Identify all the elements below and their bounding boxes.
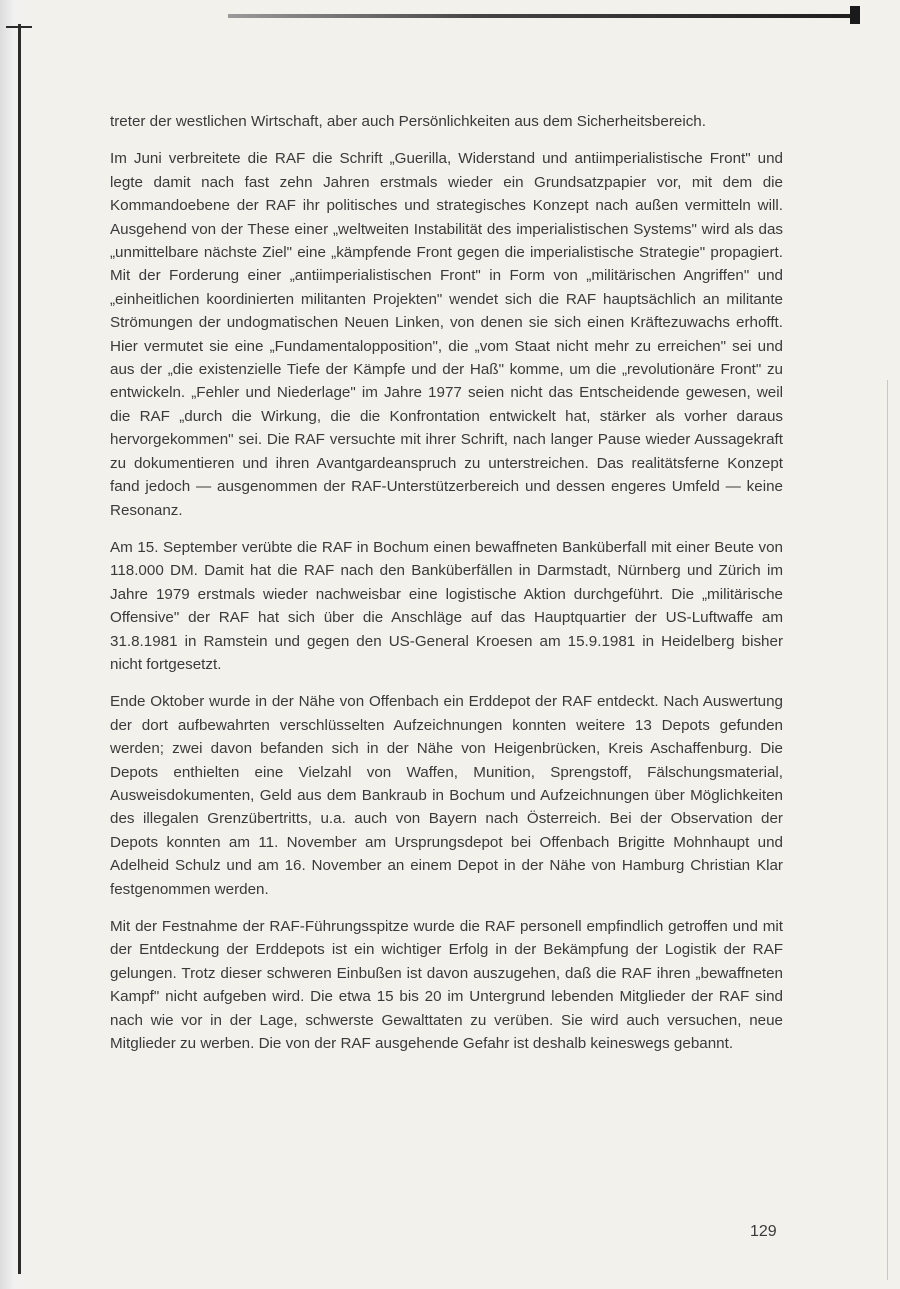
paragraph-1: treter der westlichen Wirtschaft, aber auch Persönlichkeiten aus dem Sicherheitsbereich. bbox=[110, 113, 706, 130]
page-binding-shadow bbox=[0, 0, 34, 1289]
binding-line bbox=[18, 24, 21, 1274]
paragraph-3: Am 15. September verübte die RAF in Bochum einen bewaffneten Banküberfall mit einer Beute von 118.000 DM. Damit hat die RAF nach den Banküberfällen in Darmstadt, Nürnberg und Zürich im Jahre 1979 erstmals wieder nachweisbar eine logistische Aktion durchgeführt. Die „militärische Offensive" der RAF hat sich über die Anschläge auf das Hauptquartier der US-Luftwaffe am 31.8.1981 in Ramstein und gegen den US-General Kroesen am 15.9.1981 in Heidelberg bisher nicht fortgesetzt. bbox=[110, 538, 783, 673]
paragraph-2: Im Juni verbreitete die RAF die Schrift „Guerilla, Widerstand und antiimperialistische Front" und legte damit nach fast zehn Jahren erstmals wieder ein Grundsatzpapier vor, mit dem die Kommandoebene der RAF ihr politisches und strategisches Konzept nach außen vermitteln will. Ausgehend von der These einer „weltweiten Instabilität des imperialistischen Systems" wird als das „unmittelbare nächste Ziel" eine „kämpfende Front gegen die imperialistische Strategie" propagiert. Mit der Forderung einer „antiimperialistischen Front" in Form von „militärischen Angriffen" und „einheitlichen koordinierten militanten Projekten" wendet sich die RAF hauptsächlich an militante Strömungen der undogmatischen Neuen Linken, von denen sie sich einen Kräftezuwachs erhofft. Hier vermutet sie eine „Fundamentalopposition", die „vom Staat nicht mehr zu erreichen" sei und aus der „die existenzielle Tiefe der Kämpfe und der Haß" komme, um die „revolutionäre Front" zu entwickeln. „Fehler und Niederlage" im Jahre 1977 seien nicht das Entscheidende gewesen, weil die RAF „durch die Wirkung, die die Konfrontation entwickelt hat, stärker als vorher daraus hervorgekommen" sei. Die RAF versuchte mit ihrer Schrift, nach langer Pause wieder Aussagekraft zu dokumentieren und ihren Avantgardeanspruch zu unterstreichen. Das realitätsferne Konzept fand jedoch — ausgenommen der RAF-Unterstützerbereich und dessen engeres Umfeld — keine Resonanz. bbox=[110, 150, 783, 519]
right-edge-line bbox=[887, 380, 888, 1280]
top-rule bbox=[228, 14, 860, 18]
body-text bbox=[110, 110, 783, 1069]
top-rule-end bbox=[850, 6, 860, 24]
page-number: 129 bbox=[750, 1223, 777, 1240]
paragraph-5: Mit der Festnahme der RAF-Führungsspitze wurde die RAF personell empfindlich getroffen und mit der Entdeckung der Erddepots ist ein wichtiger Erfolg in der Bekämpfung der Logistik der RAF gelungen. Trotz dieser schweren Einbußen ist davon auszugehen, daß die RAF ihren „bewaffneten Kampf" nicht aufgeben wird. Die etwa 15 bis 20 im Untergrund lebenden Mitglieder der RAF sind nach wie vor in der Lage, schwerste Gewalttaten zu verüben. Sie wird auch versuchen, neue Mitglieder zu werben. Die von der RAF ausgehende Gefahr ist deshalb keineswegs gebannt. bbox=[110, 918, 783, 1053]
paragraph-4: Ende Oktober wurde in der Nähe von Offenbach ein Erddepot der RAF entdeckt. Nach Auswertung der dort aufbewahrten verschlüsselten Aufzeichnungen konnten weitere 13 Depots gefunden werden; zwei davon befanden sich in der Nähe von Heigenbrücken, Kreis Aschaffenburg. Die Depots enthielten eine Vielzahl von Waffen, Munition, Sprengstoff, Fälschungsmaterial, Ausweisdokumenten, Geld aus dem Bankraub in Bochum und Aufzeichnungen über Möglichkeiten des illegalen Grenzübertritts, u.a. auch von Bayern nach Österreich. Bei der Observation der Depots konnten am 11. November am Ursprungsdepot bei Offenbach Brigitte Mohnhaupt und Adelheid Schulz und am 16. November an einem Depot in der Nähe von Hamburg Christian Klar festgenommen werden. bbox=[110, 693, 783, 898]
binding-corner-mark bbox=[6, 26, 32, 28]
